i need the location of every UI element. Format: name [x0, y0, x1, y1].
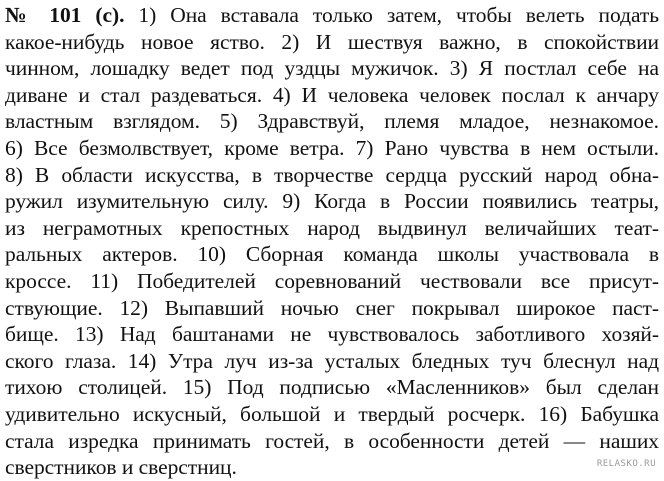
text-line-13: бище. 13) Над баштанами не чувствовалось заботливого хозяй- [5, 322, 659, 347]
text-line-10: ральных актеров. 10) Сборная команда школы участвовала в [5, 242, 659, 267]
text-line-3: чинном, лошадку ведет под уздцы мужичок. 3) Я постлал себе на [5, 56, 659, 81]
text-line-7: 8) В области искусства, в творчестве сердца русский народ обна- [5, 162, 659, 187]
text-line-2: какое-нибудь новое яство. 2) И шествуя важно, в спокойствии [5, 29, 659, 54]
exercise-number: № 101 (с). [5, 3, 125, 27]
text-line-9: из неграмотных крепостных народ выдвинул величайших теат- [5, 215, 659, 240]
text-line-6: 6) Все безмолвствует, кроме ветра. 7) Рано чувства в нем остыли. [5, 135, 659, 160]
exercise-text [5, 2, 659, 481]
text-line-17: стала изредка принимать гостей, в особенности детей — наших [5, 428, 659, 453]
text-line-18: сверстников и сверстниц. [5, 455, 237, 480]
text-line-12: ствующие. 12) Выпавший ночью снег покрывал широкое паст- [5, 295, 659, 320]
site-watermark: RELASKO.RU [596, 459, 656, 469]
text-line-8: ружил изумительную силу. 9) Когда в России появились театры, [5, 189, 659, 214]
text-line-4: диване и стал раздеваться. 4) И человека человек послал к анчару [5, 82, 659, 107]
text-line-11: кроссе. 11) Победителей соревнований чествовали все присут- [5, 268, 659, 293]
text-line-16: удивительно искусный, большой и твердый росчерк. 16) Бабушка [5, 401, 659, 426]
text-line-15: тихою столицей. 15) Под подписью «Масленников» был сделан [5, 375, 659, 400]
text-line-1: № 101 (с). 1) Она вставала только затем, чтобы велеть подать [5, 3, 660, 27]
text-line-5: властным взглядом. 5) Здравствуй, племя младое, незнакомое. [5, 109, 659, 134]
text-line-14: ского глаза. 14) Утра луч из-за усталых бледных туч блеснул над [5, 348, 659, 373]
